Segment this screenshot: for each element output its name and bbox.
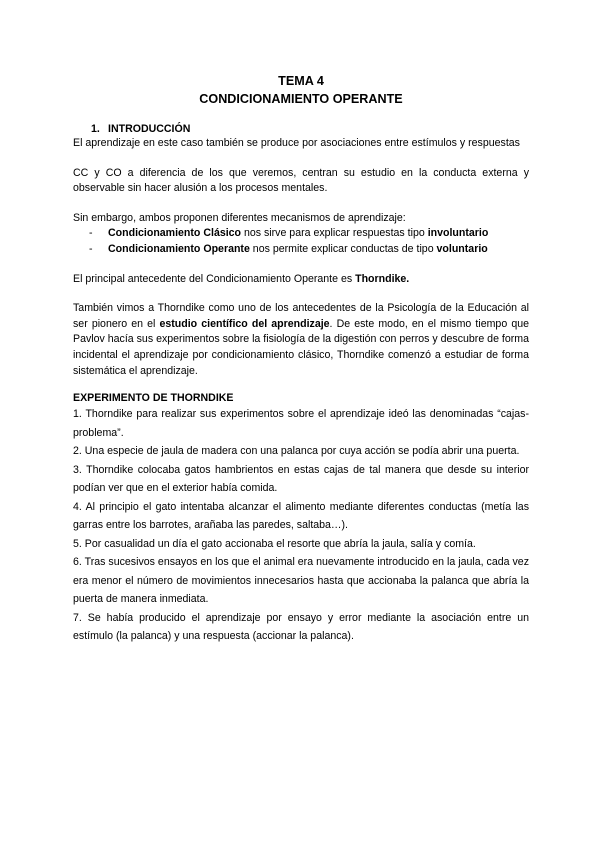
experiment-step: 2. Una especie de jaula de madera con una palanca por cuya acción se podía abrir una puerta.	[73, 445, 520, 458]
paragraph-5-text-a: También vimos a Thorndike como uno de los antecedentes de la Psicología de la Educación al ser pionero en el	[73, 302, 529, 330]
list-item	[89, 226, 529, 242]
list-item	[89, 242, 529, 258]
experiment-step: 1. Thorndike para realizar sus experimentos sobre el aprendizaje ideó las denominadas “cajas-problema”.	[73, 408, 529, 439]
dash-marker: -	[89, 227, 93, 240]
experiment-step: 7. Se había producido el aprendizaje por ensayo y error mediante la asociación entre un estímulo (la palanca) y una respuesta (accionar la palanca).	[73, 611, 529, 643]
list-item-text: nos permite explicar conductas de tipo	[249, 242, 437, 255]
experiment-step: 6. Tras sucesivos ensayos en los que el animal era nuevamente introducido en la jaula, cada vez era menor el número de movimientos innecesarios hasta que accionaba la palanca que abría la puerta de manera inmediata.	[73, 556, 529, 606]
paragraph-5-bold: estudio científico del aprendizaje	[159, 317, 330, 330]
paragraph-1: El aprendizaje en este caso también se produce por asociaciones entre estímulos y respuestas	[73, 137, 520, 149]
experiment-step: 4. Al principio el gato intentaba alcanzar el alimento mediante diferentes conductas (metía las garras entre los barrotes, arañaba las paredes, saltaba…).	[73, 500, 529, 532]
list-item-bold: Condicionamiento Clásico	[108, 227, 242, 240]
document-body	[73, 72, 529, 646]
list-item-bold: Condicionamiento Operante	[108, 242, 250, 255]
paragraph-4-bold: Thorndike.	[355, 272, 410, 285]
title-line-1: TEMA 4	[278, 74, 324, 88]
paragraph-3: Sin embargo, ambos proponen diferentes mecanismos de aprendizaje:	[73, 211, 406, 224]
paragraph-2: CC y CO a diferencia de los que veremos, centran su estudio en la conducta externa y observable sin hacer alusión a los procesos mentales.	[73, 166, 529, 195]
section-title: INTRODUCCIÓN	[108, 123, 191, 135]
title-line-2: CONDICIONAMIENTO OPERANTE	[199, 92, 403, 106]
mechanisms-list	[73, 226, 529, 257]
paragraph-4	[73, 272, 529, 288]
list-item-bold-end: voluntario	[436, 242, 488, 255]
list-item-bold-end: involuntario	[427, 227, 489, 240]
paragraph-4-text: El principal antecedente del Condicionamiento Operante es	[73, 272, 356, 285]
paragraph-5	[73, 301, 529, 379]
section-number: 1.	[91, 123, 100, 135]
paragraph-5-text-b: . De este modo, en el mismo tiempo que Pavlov hacía sus experimentos sobre la fisiología de la digestión con perros y descubre de forma incidental el aprendizaje por condicionamiento clásico, Thorndike comenzó a estudiar de forma sistemática el aprendizaje.	[73, 317, 529, 377]
experiment-step: 5. Por casualidad un día el gato accionaba el resorte que abría la jaula, salía y comía.	[73, 537, 476, 550]
section-heading-introduccion	[91, 122, 529, 136]
experiment-heading: EXPERIMENTO DE THORNDIKE	[73, 392, 234, 405]
experiment-steps	[73, 405, 529, 646]
dash-marker: -	[89, 242, 93, 255]
list-item-text: nos sirve para explicar respuestas tipo	[241, 227, 428, 240]
experiment-step: 3. Thorndike colocaba gatos hambrientos en estas cajas de tal manera que desde su interior podían ver que en el exterior había comida.	[73, 463, 529, 495]
